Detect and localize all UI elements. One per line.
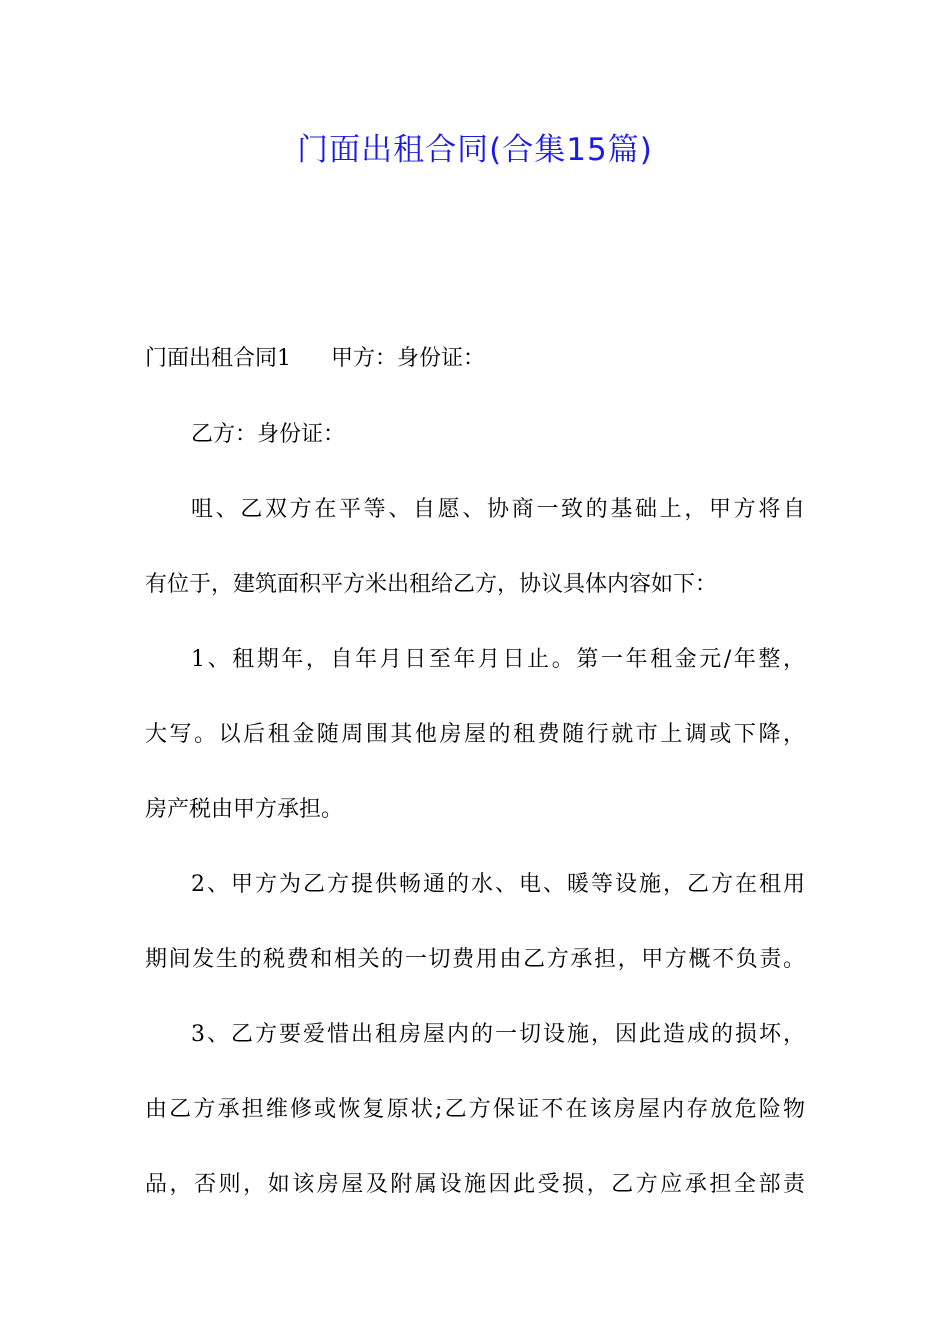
document-title: 门面出租合同(合集15篇) <box>297 132 653 168</box>
paragraph-line: 由乙方承担维修或恢复原状;乙方保证不在该房屋内存放危险物 <box>145 1097 805 1122</box>
paragraph-line: 期间发生的税费和相关的一切费用由乙方承担，甲方概不负责。 <box>145 947 805 972</box>
paragraph-line: 咀、乙双方在平等、自愿、协商一致的基础上，甲方将自 <box>191 497 805 522</box>
paragraph-line: 品，否则，如该房屋及附属设施因此受损，乙方应承担全部责 <box>145 1172 805 1197</box>
contract-heading: 门面出租合同1 <box>145 346 291 371</box>
paragraph-line: 大写。以后租金随周围其他房屋的租费随行就市上调或下降， <box>145 722 805 747</box>
paragraph-line: 2、甲方为乙方提供畅通的水、电、暖等设施，乙方在租用 <box>191 872 805 897</box>
party-b-line: 乙方：身份证： <box>191 422 346 447</box>
paragraph-line: 房产税由甲方承担。 <box>145 797 344 822</box>
paragraph-line: 1、租期年，自年月日至年月日止。第一年租金元/年整， <box>191 647 805 672</box>
heading-line <box>145 344 485 374</box>
paragraph-line: 3、乙方要爱惜出租房屋内的一切设施，因此造成的损坏， <box>191 1022 805 1047</box>
paragraph-line: 有位于，建筑面积平方米出租给乙方，协议具体内容如下： <box>145 572 718 597</box>
party-a-line: 甲方：身份证： <box>331 346 486 371</box>
